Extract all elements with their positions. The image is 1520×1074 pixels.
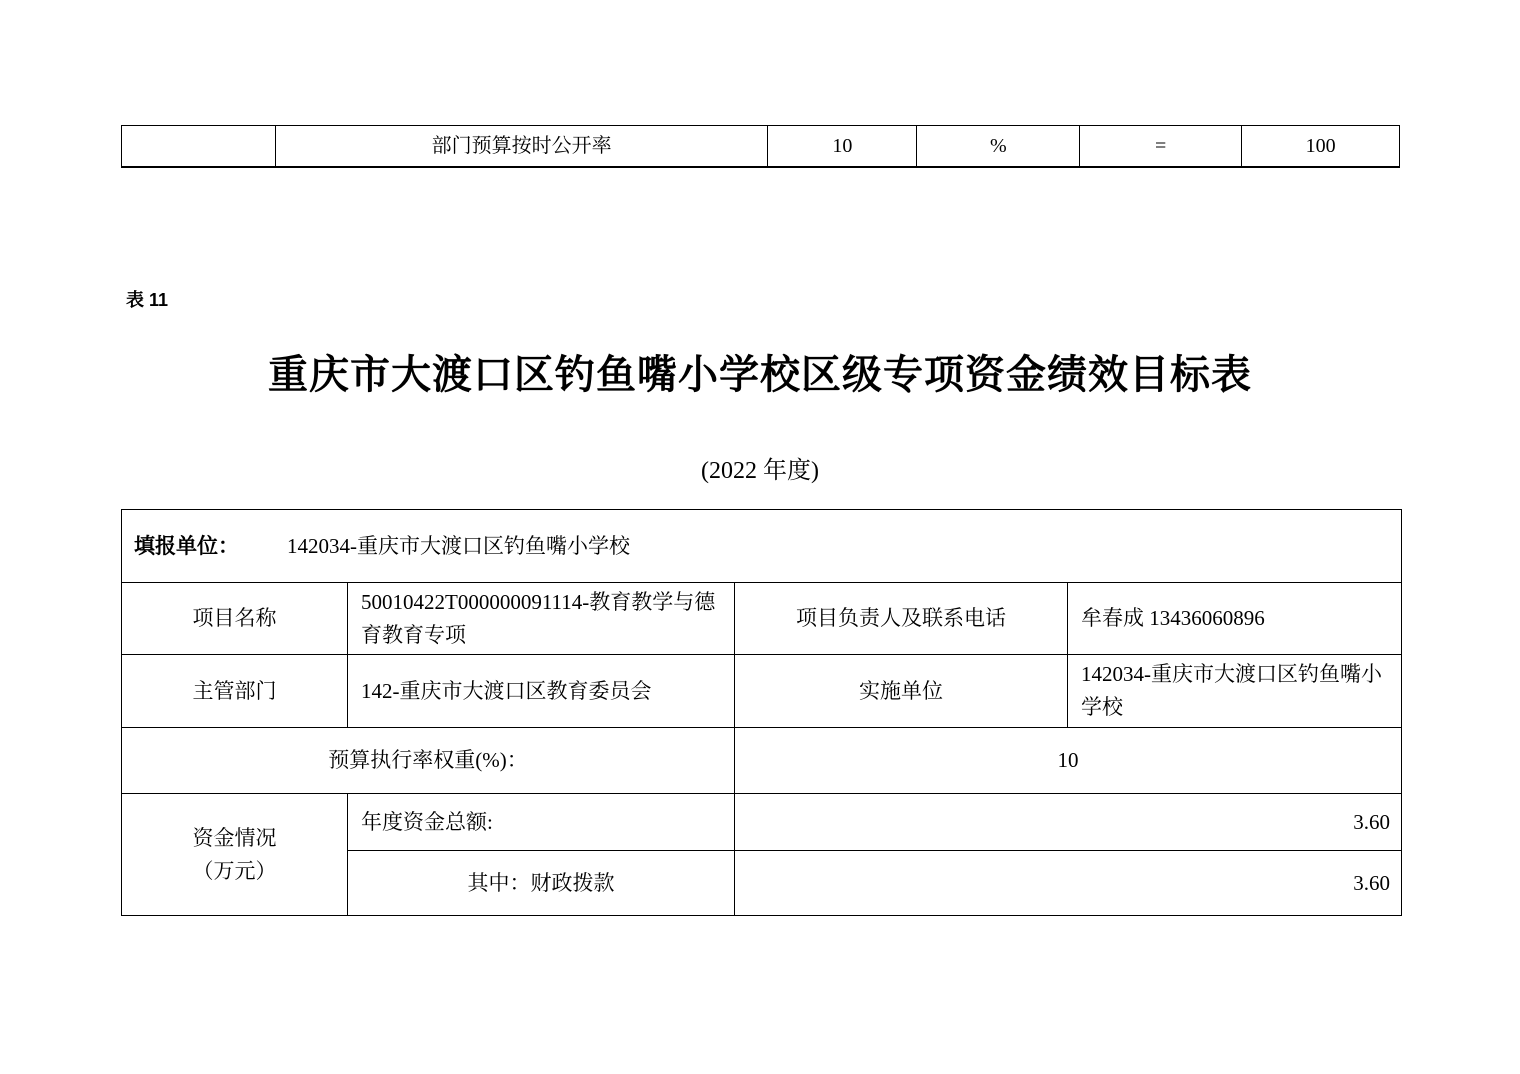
fiscal-allocation-label: 其中：财政拨款 — [348, 851, 735, 915]
budget-exec-weight-value: 10 — [735, 728, 1401, 794]
top-row-value-cell: 100 — [1242, 126, 1400, 166]
project-name-label: 项目名称 — [122, 583, 348, 655]
top-row-empty-cell — [122, 126, 276, 166]
annual-total-value: 3.60 — [735, 794, 1401, 851]
table-number-label: 表 11 — [126, 290, 169, 310]
implement-unit-label: 实施单位 — [735, 655, 1068, 728]
top-row-unit-cell: % — [917, 126, 1080, 166]
implement-unit-value: 142034-重庆市大渡口区钓鱼嘴小学校 — [1068, 655, 1401, 728]
document-title: 重庆市大渡口区钓鱼嘴小学校区级专项资金绩效目标表 — [268, 353, 1252, 397]
funding-section-label — [122, 794, 348, 915]
performance-target-table — [121, 509, 1402, 916]
top-row-operator-cell: = — [1080, 126, 1242, 166]
funding-label-line1: 资金情况 — [192, 825, 277, 850]
funding-label-line2: （万元） — [192, 858, 277, 883]
supervisor-dept-label: 主管部门 — [122, 655, 348, 728]
previous-table-last-row — [121, 125, 1400, 168]
supervisor-dept-value: 142-重庆市大渡口区教育委员会 — [348, 655, 735, 728]
reporting-unit-row — [122, 510, 1401, 583]
document-subtitle: (2022 年度) — [701, 458, 819, 484]
top-row-weight-cell: 10 — [768, 126, 917, 166]
fiscal-allocation-value: 3.60 — [1353, 870, 1390, 895]
reporting-unit-label: 填报单位： — [134, 533, 239, 558]
annual-total-label: 年度资金总额: — [348, 794, 735, 851]
reporting-unit-value: 142034-重庆市大渡口区钓鱼嘴小学校 — [287, 533, 630, 558]
budget-exec-weight-label: 预算执行率权重(%)： — [122, 728, 735, 794]
top-row-indicator-cell: 部门预算按时公开率 — [276, 126, 769, 166]
project-name-value: 50010422T000000091114-教育教学与德育教育专项 — [348, 583, 735, 655]
project-leader-label: 项目负责人及联系电话 — [735, 583, 1068, 655]
project-leader-value: 牟春成 13436060896 — [1068, 583, 1401, 655]
